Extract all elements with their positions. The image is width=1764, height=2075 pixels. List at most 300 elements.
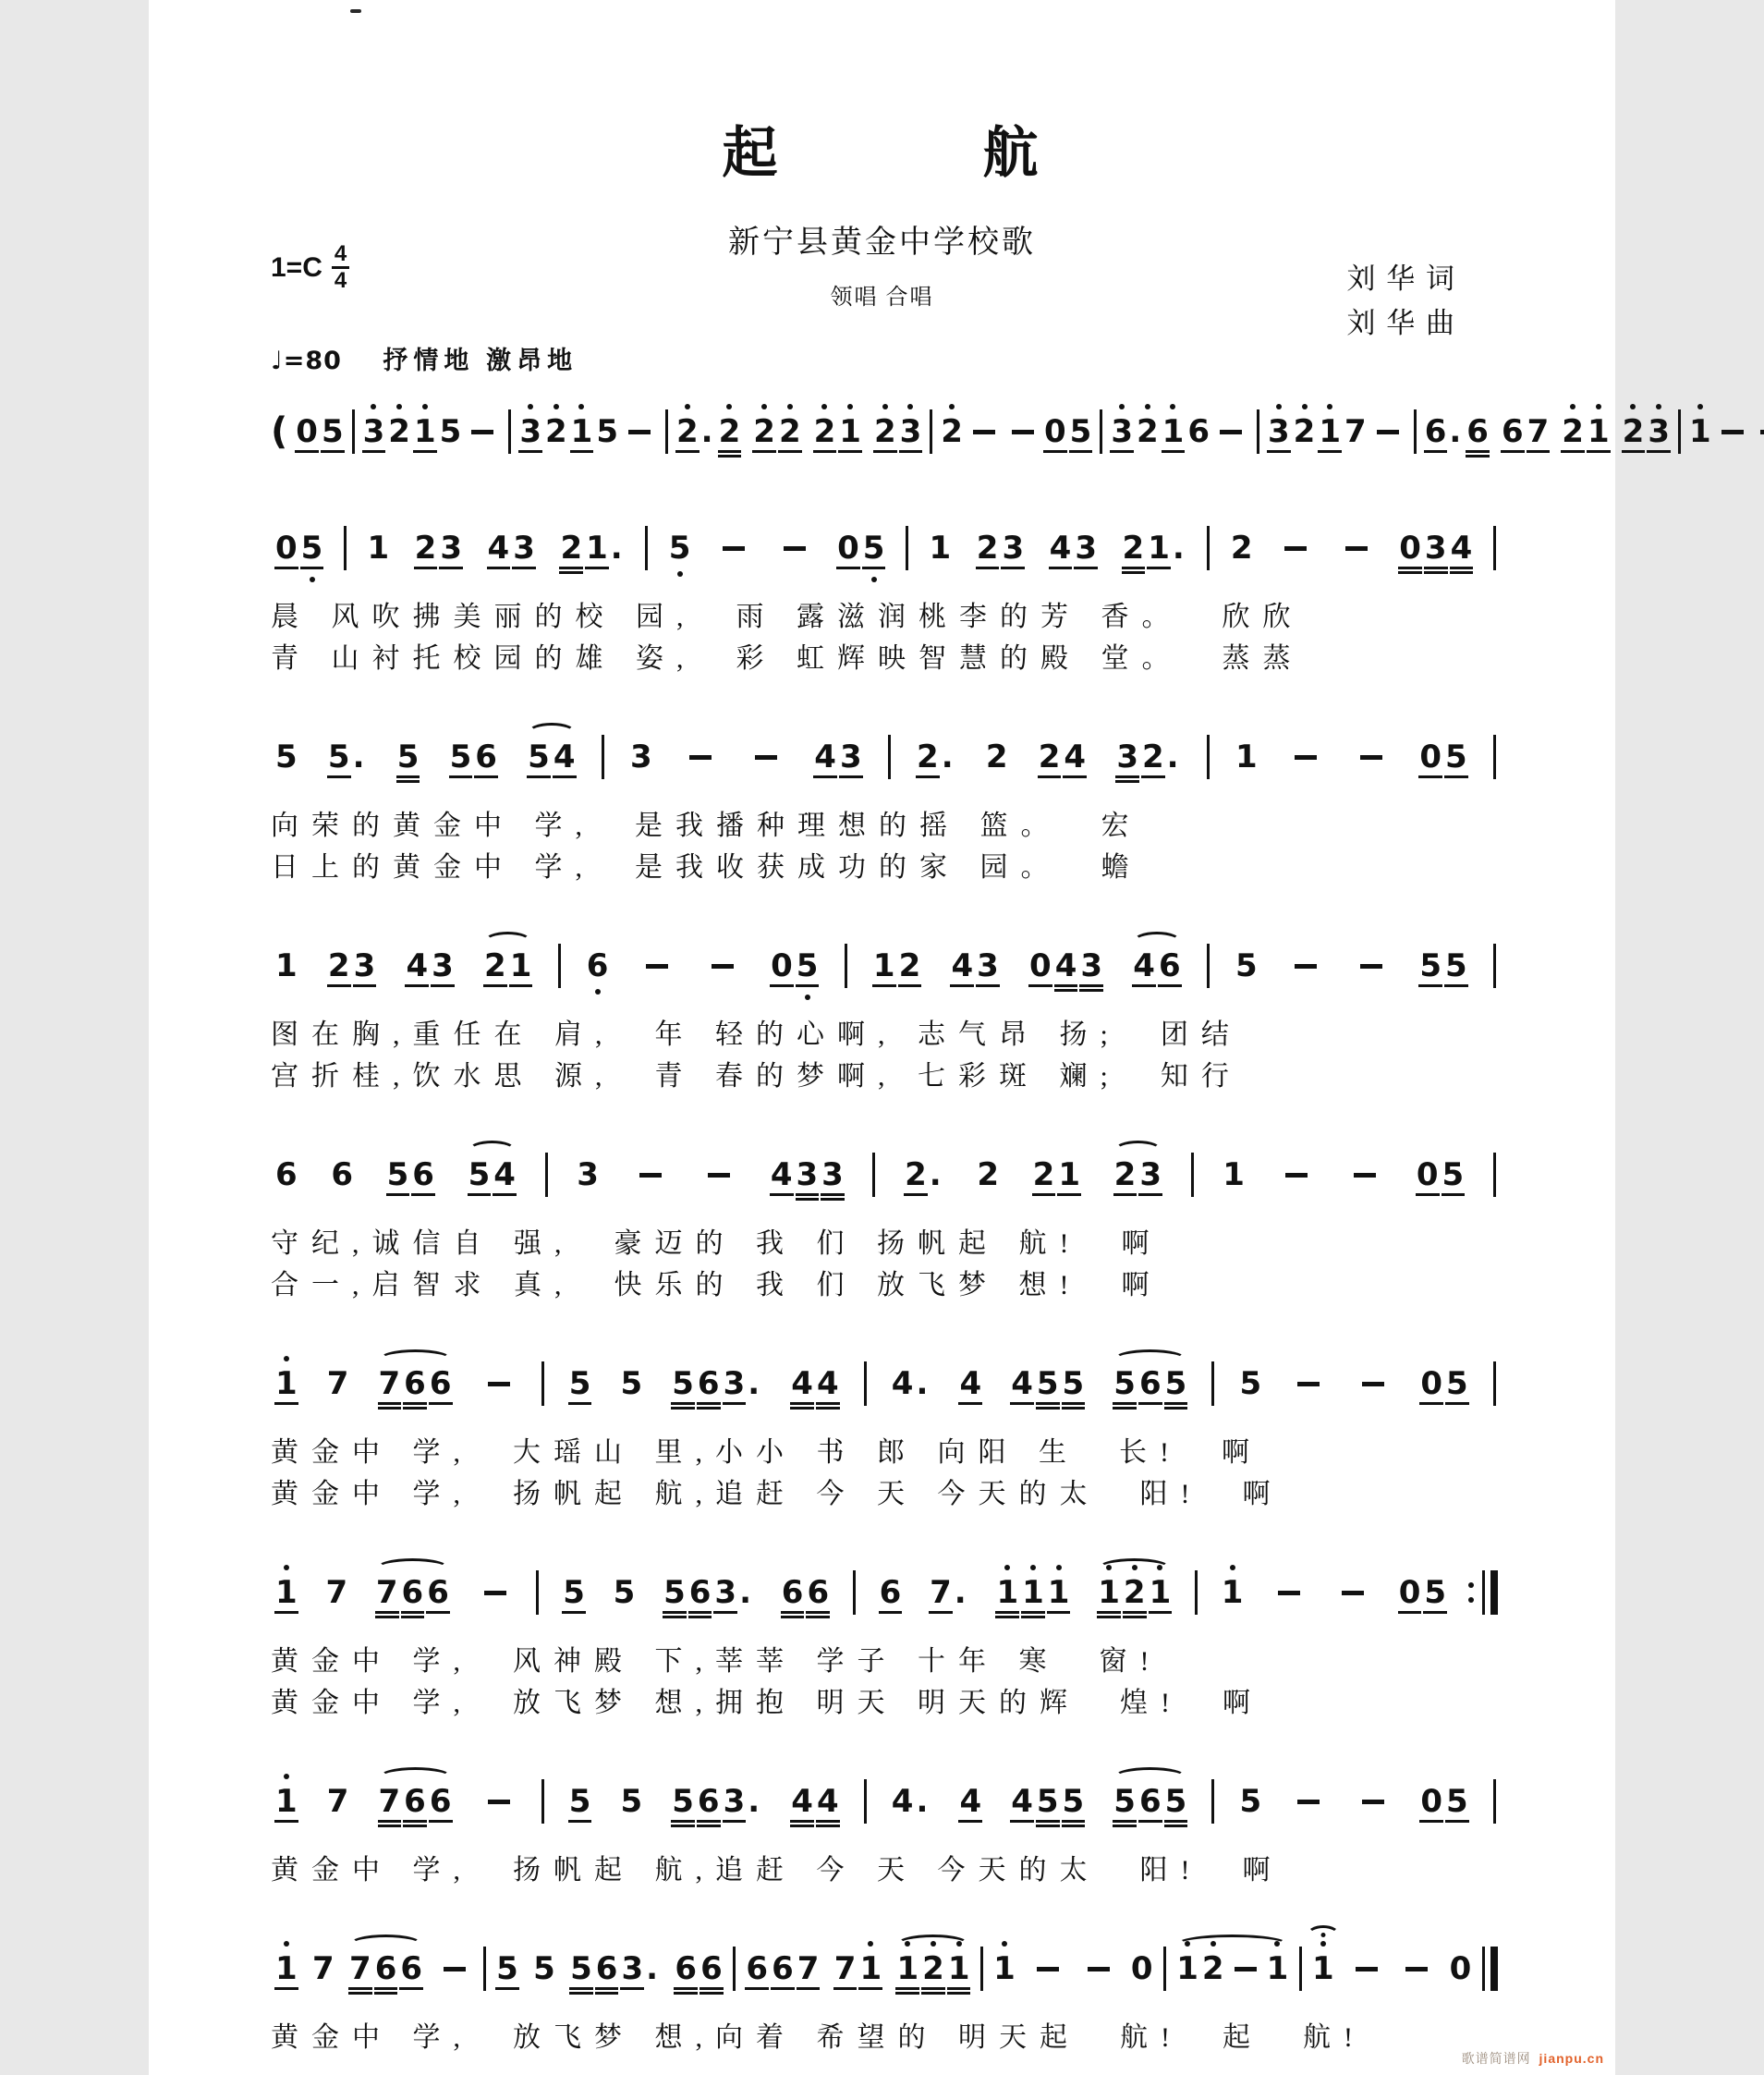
note-group — [325, 1783, 351, 1820]
underline — [274, 1611, 298, 1614]
underline — [1010, 1820, 1034, 1823]
underline — [1115, 775, 1139, 778]
barline — [344, 526, 347, 570]
octave-dot-up — [284, 1356, 289, 1361]
note-digit: 5 — [795, 950, 821, 982]
underline — [1587, 450, 1611, 453]
underline — [1450, 571, 1474, 574]
note-digit: 5 — [561, 1577, 587, 1608]
note-group — [326, 738, 369, 775]
underline — [1445, 1402, 1469, 1405]
note-digit: 0 — [274, 532, 299, 564]
note-digit: 7 — [796, 1953, 821, 1984]
underline — [595, 1992, 619, 1995]
octave-dot-up — [1697, 404, 1703, 409]
note-digit: 3 — [1646, 416, 1672, 447]
key-signature — [271, 242, 349, 293]
note-group — [928, 530, 954, 567]
octave-dot-up — [396, 404, 402, 409]
note-digit: 7 — [1344, 413, 1367, 450]
note-group — [789, 1783, 840, 1820]
note-digit: 6 — [1500, 416, 1526, 447]
note-group — [939, 413, 1093, 450]
underline — [321, 450, 345, 453]
underline — [595, 1987, 619, 1990]
note-digit: 7 — [833, 1953, 858, 1984]
note-digit: 2 — [1121, 532, 1147, 564]
note-digit: 5 — [1112, 1368, 1137, 1399]
note-group — [780, 1574, 831, 1611]
duration-dash — [444, 1967, 466, 1971]
underline — [1423, 1611, 1447, 1614]
dot-after: . — [941, 738, 954, 775]
barline — [864, 1779, 867, 1824]
underline — [671, 1407, 695, 1410]
underline — [375, 1616, 399, 1618]
note-digit: 1 — [1046, 1577, 1072, 1608]
note-group — [1397, 1967, 1436, 1971]
underline — [1466, 450, 1490, 453]
underline — [362, 450, 386, 453]
underline — [274, 567, 298, 569]
note-digit: 1 — [929, 530, 952, 567]
octave-dot-up — [1230, 1565, 1235, 1570]
note-digit: 4 — [769, 1159, 795, 1190]
note-group — [1079, 1967, 1118, 1971]
note-group — [789, 1365, 840, 1402]
note-group — [1289, 1382, 1328, 1386]
note-digit: 6 — [770, 1953, 796, 1984]
note-digit: 1 — [569, 416, 595, 447]
underline — [958, 1820, 982, 1823]
note-group — [1397, 1574, 1448, 1611]
note-group — [1423, 413, 1490, 450]
note-digit: 0 — [1028, 950, 1053, 982]
barline — [1195, 1570, 1198, 1615]
note-group — [928, 1574, 970, 1611]
note-digit: 6 — [402, 1786, 428, 1817]
duration-dash — [1012, 430, 1034, 434]
note-group — [1112, 1783, 1188, 1820]
octave-dot-up — [1276, 404, 1282, 409]
underline — [806, 1611, 830, 1614]
note-digit: 5 — [568, 1953, 594, 1984]
underline — [752, 450, 776, 453]
note-digit: 1 — [1146, 532, 1172, 564]
note-digit: 6 — [428, 1786, 454, 1817]
note-group — [890, 1365, 932, 1402]
note-group — [1237, 1783, 1263, 1820]
note-digit: 2 — [1113, 1159, 1138, 1190]
underline — [813, 775, 837, 778]
underline — [674, 1987, 698, 1990]
note-digit: 5 — [526, 741, 552, 773]
note-digit: 2 — [920, 1953, 946, 1984]
note-digit: 2 — [326, 950, 352, 982]
underline — [700, 1987, 724, 1990]
underline — [1123, 1616, 1147, 1618]
note-digit: 0 — [1449, 1950, 1472, 1987]
notation-line — [267, 1554, 1500, 1631]
dot-after: . — [929, 1156, 942, 1193]
note-group — [878, 1574, 904, 1611]
note-digit: 0 — [1130, 1950, 1153, 1987]
lyrics-group — [267, 1014, 1500, 1097]
note-digit: 5 — [439, 413, 462, 450]
note-group — [769, 947, 820, 984]
note-group — [1286, 755, 1325, 760]
underline — [1398, 567, 1422, 569]
note-group — [467, 1156, 517, 1193]
underline — [378, 1825, 402, 1827]
note-digit: 1 — [858, 1953, 883, 1984]
note-digit: 6 — [585, 950, 611, 982]
note-digit: 4 — [957, 1786, 983, 1817]
note-digit: 3 — [898, 416, 924, 447]
octave-dot-up — [1656, 404, 1661, 409]
note-group — [1337, 546, 1376, 551]
underline — [474, 775, 498, 778]
note-group — [486, 530, 537, 567]
underline — [403, 1402, 427, 1405]
lyric-row: 黄金中 学, 大瑶山 里,小小 书 郎 向阳 生 长! 啊 — [271, 1437, 1262, 1468]
note-digit: 3 — [1000, 532, 1026, 564]
octave-dot-up — [1002, 1941, 1007, 1947]
note-digit: 1 — [274, 1786, 299, 1817]
duration-dash — [628, 430, 651, 434]
note-digit: 5 — [533, 1950, 555, 1987]
note-digit: 2 — [413, 532, 439, 564]
note-digit: 5 — [1235, 947, 1258, 984]
note-digit: 6 — [400, 1577, 426, 1608]
note-digit: 1 — [412, 416, 438, 447]
underline — [723, 1402, 747, 1405]
note-digit: 6 — [673, 1953, 699, 1984]
note-digit: 6 — [687, 1577, 713, 1608]
note-digit: 1 — [1174, 1953, 1200, 1984]
underline — [1069, 450, 1093, 453]
underline — [512, 567, 536, 569]
underline — [348, 1992, 372, 1995]
note-digit: 7 — [928, 1577, 954, 1608]
note-group — [517, 413, 659, 450]
note-group — [1112, 1365, 1188, 1402]
underline — [796, 1198, 820, 1201]
note-digit: 5 — [1112, 1786, 1137, 1817]
underline — [958, 1402, 982, 1405]
underline — [879, 1611, 903, 1614]
note-digit: 1 — [1223, 1156, 1245, 1193]
duration-dash — [488, 1800, 510, 1804]
note-group — [325, 1365, 351, 1402]
octave-dot-up — [761, 404, 767, 409]
duration-dash — [1362, 1382, 1384, 1386]
note-digit: 5 — [861, 532, 887, 564]
note-digit: 3 — [1109, 416, 1135, 447]
octave-dot-up — [1145, 404, 1150, 409]
underline — [1162, 450, 1186, 453]
dot-after: . — [1166, 738, 1179, 775]
meter-numerator: 4 — [332, 242, 349, 269]
underline — [1164, 1825, 1188, 1827]
lyric-row: 日上的黄金中 学, 是我收获成功的家 园。 蟾 — [271, 852, 1142, 883]
underline — [449, 775, 473, 778]
note-digit: 4 — [815, 1368, 841, 1399]
song-title — [149, 0, 1615, 189]
underline — [1054, 984, 1078, 987]
note-digit: 4 — [789, 1368, 815, 1399]
underline — [1122, 567, 1146, 569]
note-group — [1037, 738, 1088, 775]
note-group — [1500, 413, 1551, 450]
underline — [976, 567, 1000, 569]
note-digit: 3 — [1423, 532, 1449, 564]
underline — [796, 984, 820, 987]
underline — [950, 984, 974, 987]
underline — [873, 450, 897, 453]
note-group — [667, 530, 693, 567]
note-digit: 2 — [1621, 416, 1647, 447]
octave-dot-up — [528, 404, 533, 409]
sheet-music-page — [149, 0, 1711, 2075]
score-block — [267, 1763, 1500, 1891]
duration-dash — [1356, 1967, 1378, 1971]
underline — [806, 1616, 830, 1618]
octave-dot-up — [956, 1941, 962, 1947]
underline — [1021, 1616, 1045, 1618]
barline — [1493, 1153, 1496, 1197]
note-digit: 6 — [780, 1577, 806, 1608]
duration-dash — [712, 964, 734, 969]
title-char-2: 航 — [982, 123, 1042, 184]
note-group — [1109, 413, 1250, 450]
note-group — [274, 947, 299, 984]
dot-after: . — [748, 1365, 760, 1402]
note-digit: 0 — [1397, 1577, 1423, 1608]
underline — [1021, 1611, 1045, 1614]
note-digit: 1 — [1148, 1577, 1174, 1608]
note-digit: 3 — [722, 1786, 748, 1817]
note-digit: 1 — [584, 532, 610, 564]
underline — [386, 1193, 410, 1196]
underline — [976, 984, 1000, 987]
note-digit: 0 — [835, 532, 861, 564]
note-digit: 7 — [312, 1950, 335, 1987]
note-digit: 3 — [722, 1368, 748, 1399]
underline — [816, 1825, 840, 1827]
title-char-1: 起 — [722, 123, 782, 184]
note-digit: 7 — [325, 1574, 348, 1611]
underline — [813, 450, 837, 453]
note-digit: 1 — [1310, 1953, 1336, 1984]
note-digit: 5 — [620, 1783, 643, 1820]
underline — [895, 1992, 919, 1995]
note-group — [1687, 413, 1764, 450]
note-group — [673, 1950, 724, 1987]
underline — [1036, 1820, 1060, 1823]
underline — [1141, 775, 1165, 778]
note-group — [1174, 1950, 1290, 1987]
note-digit: 6 — [1187, 413, 1210, 450]
note-group — [274, 1950, 299, 1987]
note-digit: 4 — [1048, 532, 1074, 564]
note-digit: 0 — [1397, 532, 1423, 564]
note-digit: 1 — [946, 1953, 972, 1984]
barline — [733, 1947, 736, 1991]
note-digit: 5 — [1239, 1365, 1262, 1402]
note-group — [675, 413, 742, 450]
note-group — [638, 964, 676, 969]
note-group — [1129, 1950, 1155, 1987]
duration-dash — [488, 1382, 510, 1386]
duration-dash — [1354, 1173, 1376, 1178]
note-group — [361, 413, 503, 450]
lyric-row: 向荣的黄金中 学, 是我播种理想的摇 篮。 宏 — [271, 811, 1142, 841]
note-digit: 6 — [275, 1156, 298, 1193]
underline — [1043, 450, 1067, 453]
notation-area — [267, 393, 1711, 2058]
lyric-row: 黄金中 学, 放飞梦 想,拥抱 明天 明天的辉 煌! 啊 — [271, 1688, 1263, 1718]
underline — [697, 1820, 721, 1823]
note-digit: 6 — [373, 1953, 399, 1984]
underline — [797, 1987, 821, 1990]
note-group — [1418, 1365, 1469, 1402]
score-block — [267, 393, 1711, 470]
barline — [872, 1153, 875, 1197]
note-digit: 2 — [1037, 741, 1063, 773]
note-digit: 6 — [331, 1156, 353, 1193]
note-group — [1345, 1173, 1384, 1178]
note-digit: 5 — [567, 1368, 593, 1399]
underline — [468, 1193, 492, 1196]
underline — [1398, 1611, 1422, 1614]
note-digit: 7 — [377, 1368, 403, 1399]
underline — [1267, 450, 1291, 453]
watermark-site-link[interactable]: jianpu.cn — [1539, 2051, 1604, 2066]
note-digit: 0 — [1415, 1159, 1441, 1190]
composer-credit: 刘 华 曲 — [1346, 307, 1456, 340]
note-digit: 1 — [274, 1953, 299, 1984]
underline — [671, 1820, 695, 1823]
barline — [1207, 735, 1210, 779]
barline — [483, 1947, 486, 1991]
notation-line — [267, 509, 1500, 587]
underline — [838, 450, 862, 453]
dot-after: . — [916, 1783, 929, 1820]
underline — [816, 1820, 840, 1823]
underline — [898, 984, 922, 987]
underline — [671, 1825, 695, 1827]
note-digit: 4 — [1131, 950, 1157, 982]
underline — [1418, 775, 1442, 778]
octave-dot-up — [371, 404, 376, 409]
note-digit: 0 — [1417, 741, 1443, 773]
note-group — [274, 738, 299, 775]
underline — [1398, 571, 1422, 574]
duration-dash — [1295, 964, 1317, 969]
barline — [888, 735, 891, 779]
note-group — [1113, 1156, 1163, 1193]
note-group — [1048, 530, 1099, 567]
note-group — [413, 530, 464, 567]
note-group — [700, 1173, 738, 1178]
note-group — [561, 1574, 587, 1611]
note-group — [812, 738, 863, 775]
underline — [872, 984, 896, 987]
note-digit: 0 — [1042, 416, 1068, 447]
lyric-row: 青 山衬托校园的雄 姿, 彩 虹辉映智慧的殿 堂。 蒸蒸 — [271, 643, 1304, 674]
underline — [833, 1987, 858, 1990]
note-digit: 2 — [812, 416, 838, 447]
note-group — [670, 1365, 763, 1402]
dot-after: . — [748, 1783, 760, 1820]
score-block — [267, 1136, 1500, 1306]
underline — [675, 450, 700, 453]
barline — [602, 735, 604, 779]
note-group — [1560, 413, 1611, 450]
note-group — [1347, 1967, 1386, 1971]
note-group — [1121, 530, 1188, 567]
duration-dash — [1037, 1967, 1059, 1971]
lyric-row: 晨 风吹拂美丽的校 园, 雨 露滋润桃李的芳 香。 欣欣 — [271, 602, 1304, 632]
notation-line — [267, 1136, 1500, 1214]
note-group — [628, 738, 654, 775]
note-digit: 4 — [891, 1783, 914, 1820]
note-digit: 1 — [1161, 416, 1186, 447]
lyric-row: 黄金中 学, 放飞梦 想,向着 希望的 明天起 航! 起 航! — [271, 2022, 1366, 2053]
octave-dot-up — [882, 404, 888, 409]
note-group — [835, 530, 886, 567]
underline — [1010, 1402, 1034, 1405]
underline — [403, 1825, 427, 1827]
note-group — [1270, 1591, 1308, 1595]
time-signature — [332, 242, 349, 293]
octave-dot-up — [787, 404, 793, 409]
barline — [1299, 1947, 1302, 1991]
note-group — [703, 964, 742, 969]
note-digit: 6 — [1423, 416, 1449, 447]
underline — [559, 567, 583, 569]
octave-dot-up — [847, 404, 853, 409]
lyrics-group — [267, 596, 1500, 679]
barline — [1191, 1153, 1194, 1197]
lyric-row: 图在胸,重任在 肩, 年 轻的心啊, 志气昂 扬; 团结 — [271, 1019, 1242, 1050]
score-block — [267, 718, 1500, 888]
duration-dash — [1360, 755, 1382, 760]
lyrics-group — [267, 1849, 1500, 1891]
barline — [1211, 1779, 1214, 1824]
octave-dot-up — [578, 404, 584, 409]
note-group — [1417, 947, 1468, 984]
underline — [493, 1193, 517, 1196]
note-digit: 1 — [1265, 1953, 1291, 1984]
underline — [274, 1402, 298, 1405]
underline — [718, 455, 742, 458]
note-digit: 3 — [511, 532, 537, 564]
note-digit: 5 — [613, 1574, 636, 1611]
underline — [899, 450, 923, 453]
note-group — [476, 1591, 515, 1595]
note-digit: 4 — [492, 1159, 517, 1190]
note-digit: 6 — [428, 1368, 454, 1399]
note-digit: 5 — [467, 1159, 493, 1190]
note-digit: 1 — [1096, 1577, 1122, 1608]
note-group — [1009, 1365, 1086, 1402]
barline — [1678, 409, 1681, 454]
octave-dot-up — [422, 404, 428, 409]
score-block — [267, 1930, 1500, 2058]
lyrics-group — [267, 2017, 1500, 2058]
